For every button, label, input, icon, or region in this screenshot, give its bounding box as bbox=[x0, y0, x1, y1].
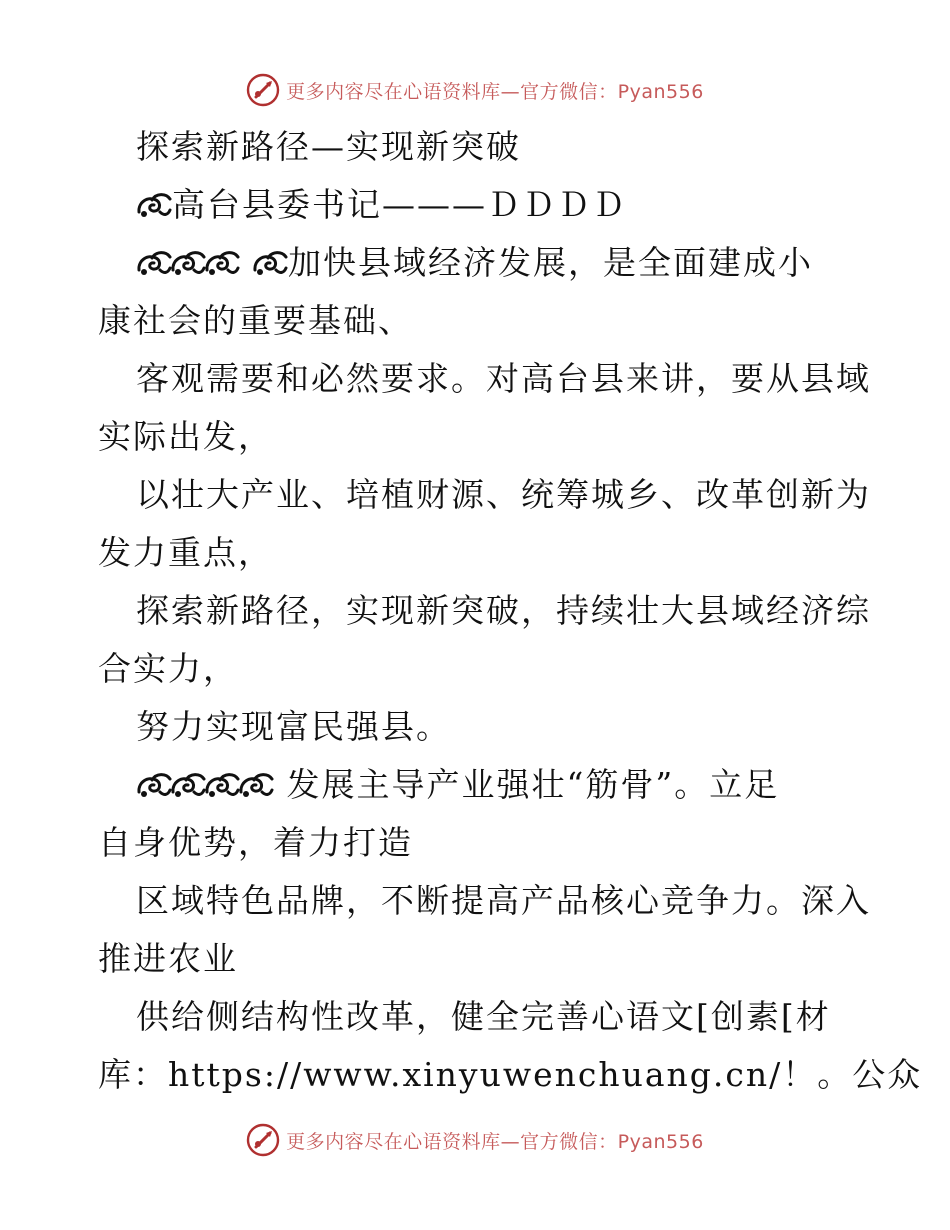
paragraph-line: 实际出发， bbox=[98, 417, 273, 456]
footer-watermark-text: 更多内容尽在心语资料库—官方微信：Pyan556 bbox=[286, 1130, 704, 1153]
paragraph-line: 康社会的重要基础、 bbox=[98, 301, 413, 340]
header-watermark-text: 更多内容尽在心语资料库—官方微信：Pyan556 bbox=[286, 80, 704, 103]
ornament-icon bbox=[136, 248, 172, 278]
paragraph-line: 努力实现富民强县。 bbox=[136, 707, 451, 746]
ornament-icon bbox=[238, 770, 274, 800]
header-watermark bbox=[0, 70, 950, 110]
ornament-icon bbox=[204, 770, 240, 800]
paragraph-line: 发力重点， bbox=[98, 533, 273, 572]
paragraph-line: 客观需要和必然要求。对高台县来讲，要从县域 bbox=[136, 359, 871, 398]
paragraph-text: 加快县域经济发展，是全面建成小 bbox=[288, 243, 813, 282]
document-body bbox=[98, 118, 923, 1104]
paragraph-line: 探索新路径，实现新突破，持续壮大县域经济综 bbox=[136, 591, 871, 630]
paragraph-line: 自身优势，着力打造 bbox=[98, 823, 413, 862]
author-line bbox=[98, 176, 858, 234]
document-title: 探索新路径—实现新突破 bbox=[136, 127, 521, 166]
paragraph-line bbox=[98, 234, 858, 292]
author-text: 高台县委书记———ＤＤＤＤ bbox=[172, 185, 627, 224]
ornament-icon bbox=[136, 770, 172, 800]
paragraph-line: 区域特色品牌，不断提高产品核心竞争力。深入 bbox=[136, 881, 871, 920]
pen-logo-icon bbox=[246, 73, 280, 107]
paragraph-text: 发展主导产业强壮“筋骨”。立足 bbox=[274, 765, 780, 804]
ornament-icon bbox=[170, 248, 206, 278]
paragraph-line: 以壮大产业、培植财源、统筹城乡、改革创新为 bbox=[136, 475, 871, 514]
ornament-icon bbox=[136, 190, 172, 220]
ornament-icon bbox=[252, 248, 288, 278]
pen-logo-icon bbox=[246, 1123, 280, 1157]
footer-watermark bbox=[0, 1120, 950, 1160]
paragraph-line bbox=[98, 756, 858, 814]
paragraph-line: 推进农业 bbox=[98, 939, 238, 978]
paragraph-line: 合实力， bbox=[98, 649, 238, 688]
paragraph-line: 供给侧结构性改革，健全完善心语文[创素[材 bbox=[136, 997, 831, 1036]
ornament-icon bbox=[170, 770, 206, 800]
paragraph-line: 库：https://www.xinyuwenchuang.cn/！。公众 bbox=[98, 1055, 923, 1094]
ornament-icon bbox=[204, 248, 240, 278]
